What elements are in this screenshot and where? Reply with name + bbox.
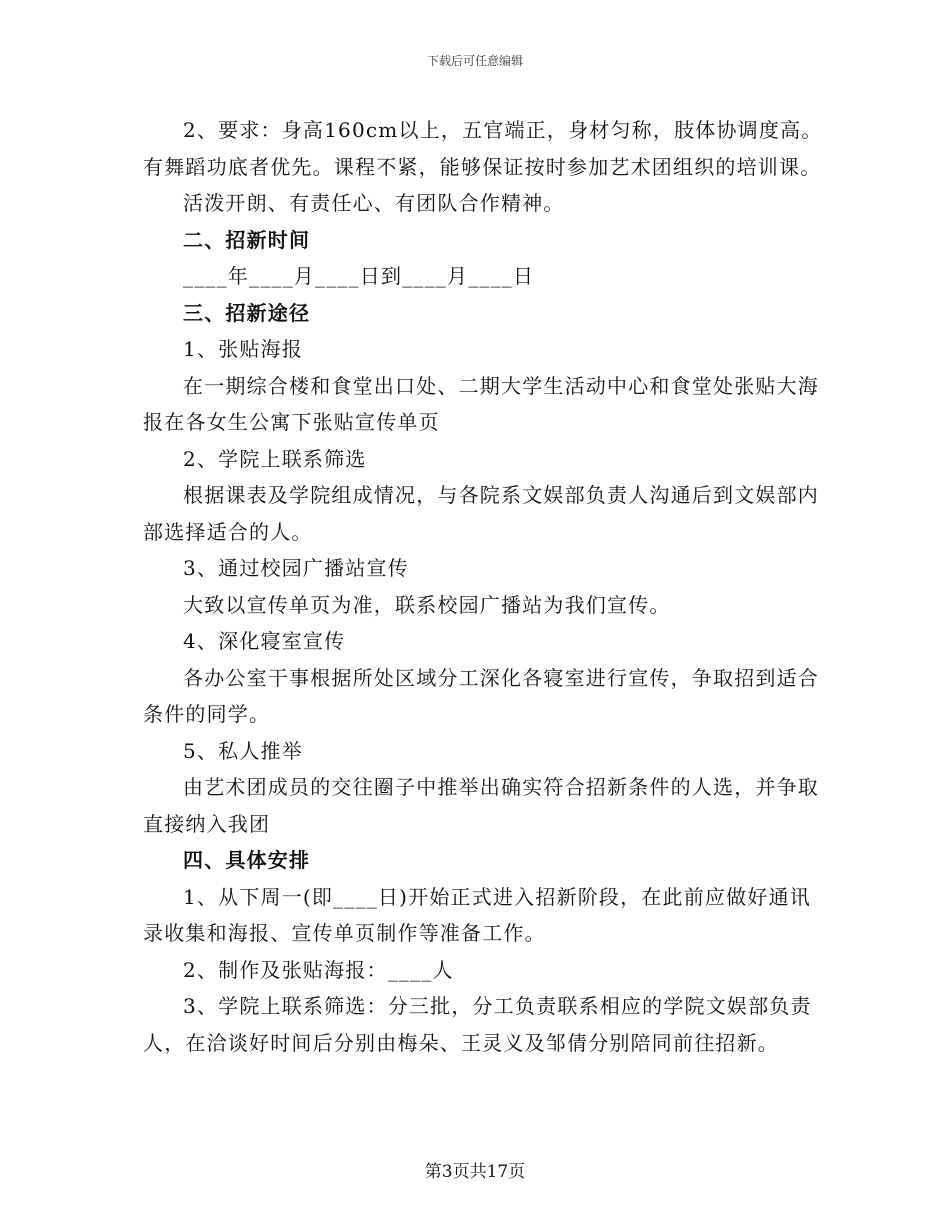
paragraph: 3、学院上联系筛选：分三批，分工负责联系相应的学院文娱部负责人，在洽谈好时间后分别由梅朵、王灵义及邹倩分别陪同前往招新。	[143, 994, 812, 1055]
paragraph: 2、制作及张贴海报：____人	[183, 957, 454, 982]
section-heading: 三、招新途径	[183, 300, 311, 325]
paragraph: 根据课表及学院组成情况，与各院系文娱部负责人沟通后到文娱部内部选择适合的人。	[143, 483, 819, 544]
paragraph: 1、张贴海报	[183, 337, 303, 361]
section-heading: 二、招新时间	[183, 227, 311, 252]
paragraph: 各办公室干事根据所处区域分工深化各寝室进行宣传，争取招到适合条件的同学。	[143, 665, 819, 726]
paragraph: 在一期综合楼和食堂出口处、二期大学生活动中心和食堂处张贴大海报在各女生公寓下张贴宣传单页	[143, 373, 819, 434]
header-note: 下载后可任意编辑	[426, 54, 523, 68]
document-body	[143, 112, 823, 1061]
paragraph: 大致以宣传单页为准，联系校园广播站为我们宣传。	[183, 592, 671, 617]
paragraph: 3、通过校园广播站宣传	[183, 556, 409, 580]
paragraph: 4、深化寝室宣传	[183, 629, 346, 653]
paragraph: 由艺术团成员的交往圈子中推举出确实符合招新条件的人选，并争取直接纳入我团	[143, 775, 819, 836]
section-heading: 四、具体安排	[183, 848, 311, 872]
paragraph: 活泼开朗、有责任心、有团队合作精神。	[183, 191, 565, 215]
page-footer: 第3页共17页	[424, 1162, 526, 1182]
paragraph: 1、从下周一(即____日)开始正式进入招新阶段，在此前应做好通讯录收集和海报、宣传单页制作等准备工作。	[143, 884, 811, 945]
paragraph: 2、学院上联系筛选	[183, 446, 367, 471]
paragraph: 2、要求：身高160cm以上，五官端正，身材匀称，肢体协调度高。有舞蹈功底者优先。课程不紧，能够保证按时参加艺术团组织的培训课。	[143, 118, 823, 179]
paragraph: ____年____月____日到____月____日	[183, 264, 535, 288]
paragraph: 5、私人推举	[183, 738, 303, 763]
